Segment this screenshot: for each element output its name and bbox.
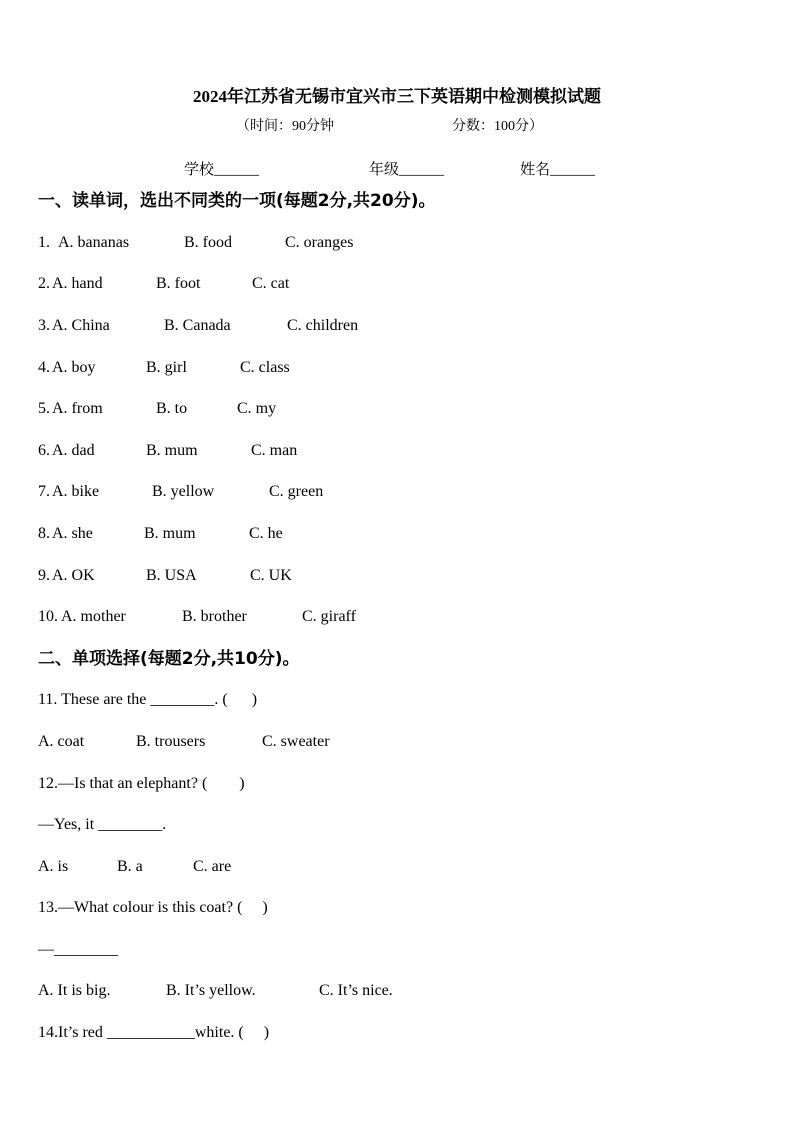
question-13-options <box>0 981 794 1001</box>
option-b: B. mum <box>146 442 198 459</box>
total-score: 分数：100分） <box>452 119 543 134</box>
question-12-stem: 12.—Is that an elephant? ( ) <box>38 775 245 792</box>
option-a: A. she <box>52 525 93 542</box>
option-c: C. class <box>240 359 290 376</box>
option-a: A. bike <box>52 483 100 500</box>
question-number: 7. <box>38 483 50 500</box>
option-a: A. It is big. <box>38 982 111 999</box>
page-title: 2024年江苏省无锡市宜兴市三下英语期中检测模拟试题 <box>193 87 601 106</box>
option-a: A. coat <box>38 733 85 750</box>
section-2-heading: 二、单项选择(每题2分,共10分)。 <box>38 649 300 669</box>
question-row <box>0 316 794 336</box>
question-number: 9. <box>38 567 50 584</box>
option-b: B. foot <box>156 275 201 292</box>
question-number: 4. <box>38 359 50 376</box>
option-b: B. USA <box>146 567 197 584</box>
question-row <box>0 566 794 586</box>
option-a: A. bananas <box>58 234 130 251</box>
question-11-stem: 11. These are the ________. ( ) <box>38 691 258 708</box>
question-row <box>0 482 794 502</box>
option-c: C. are <box>193 858 232 875</box>
option-b: B. yellow <box>152 483 215 500</box>
option-a: A. OK <box>52 567 95 584</box>
question-row <box>0 524 794 544</box>
option-c: C. my <box>237 400 277 417</box>
option-a: A. is <box>38 858 69 875</box>
option-b: B. mum <box>144 525 196 542</box>
question-number: 6. <box>38 442 50 459</box>
section-1-heading: 一、读单词，选出不同类的一项(每题2分,共20分)。 <box>38 191 436 211</box>
option-c: C. cat <box>252 275 290 292</box>
question-11-options <box>0 732 794 752</box>
option-c: C. he <box>249 525 283 542</box>
question-13-answer: —________ <box>38 941 118 958</box>
option-c: C. UK <box>250 567 292 584</box>
option-a: A. China <box>52 317 110 334</box>
grade-field: 年级______ <box>369 162 445 178</box>
option-a: A. dad <box>52 442 95 459</box>
question-row <box>0 358 794 378</box>
question-12-answer: —Yes, it ________. <box>38 816 167 833</box>
question-row <box>0 274 794 294</box>
question-number: 1. <box>38 234 54 251</box>
option-b: B. to <box>156 400 188 417</box>
option-c: C. oranges <box>285 234 354 251</box>
name-field: 姓名______ <box>520 162 596 178</box>
question-number: 3. <box>38 317 50 334</box>
option-c: C. giraff <box>302 608 356 625</box>
question-row <box>0 607 794 627</box>
question-number: 8. <box>38 525 50 542</box>
option-a: A. boy <box>52 359 96 376</box>
question-row <box>0 441 794 461</box>
option-c: C. sweater <box>262 733 330 750</box>
question-13-stem: 13.—What colour is this coat? ( ) <box>38 899 268 916</box>
option-b: B. food <box>184 234 232 251</box>
option-b: B. It’s yellow. <box>166 982 256 999</box>
question-row <box>0 233 794 253</box>
option-c: C. children <box>287 317 359 334</box>
option-b: B. Canada <box>164 317 231 334</box>
school-field: 学校______ <box>184 162 260 178</box>
question-14-stem: 14.It’s red ___________white. ( ) <box>38 1024 270 1041</box>
option-a: A. hand <box>52 275 103 292</box>
option-b: B. a <box>117 858 143 875</box>
option-c: C. man <box>251 442 298 459</box>
option-c: C. green <box>269 483 324 500</box>
option-a: A. from <box>52 400 103 417</box>
option-b: B. brother <box>182 608 247 625</box>
option-c: C. It’s nice. <box>319 982 393 999</box>
option-a: A. mother <box>61 608 126 625</box>
question-number: 5. <box>38 400 50 417</box>
option-b: B. girl <box>146 359 187 376</box>
time-limit: （时间：90分钟 <box>236 119 334 134</box>
option-b: B. trousers <box>136 733 206 750</box>
question-12-options <box>0 857 794 877</box>
question-number: 10. <box>38 608 58 625</box>
question-number: 2. <box>38 275 50 292</box>
question-row <box>0 399 794 419</box>
